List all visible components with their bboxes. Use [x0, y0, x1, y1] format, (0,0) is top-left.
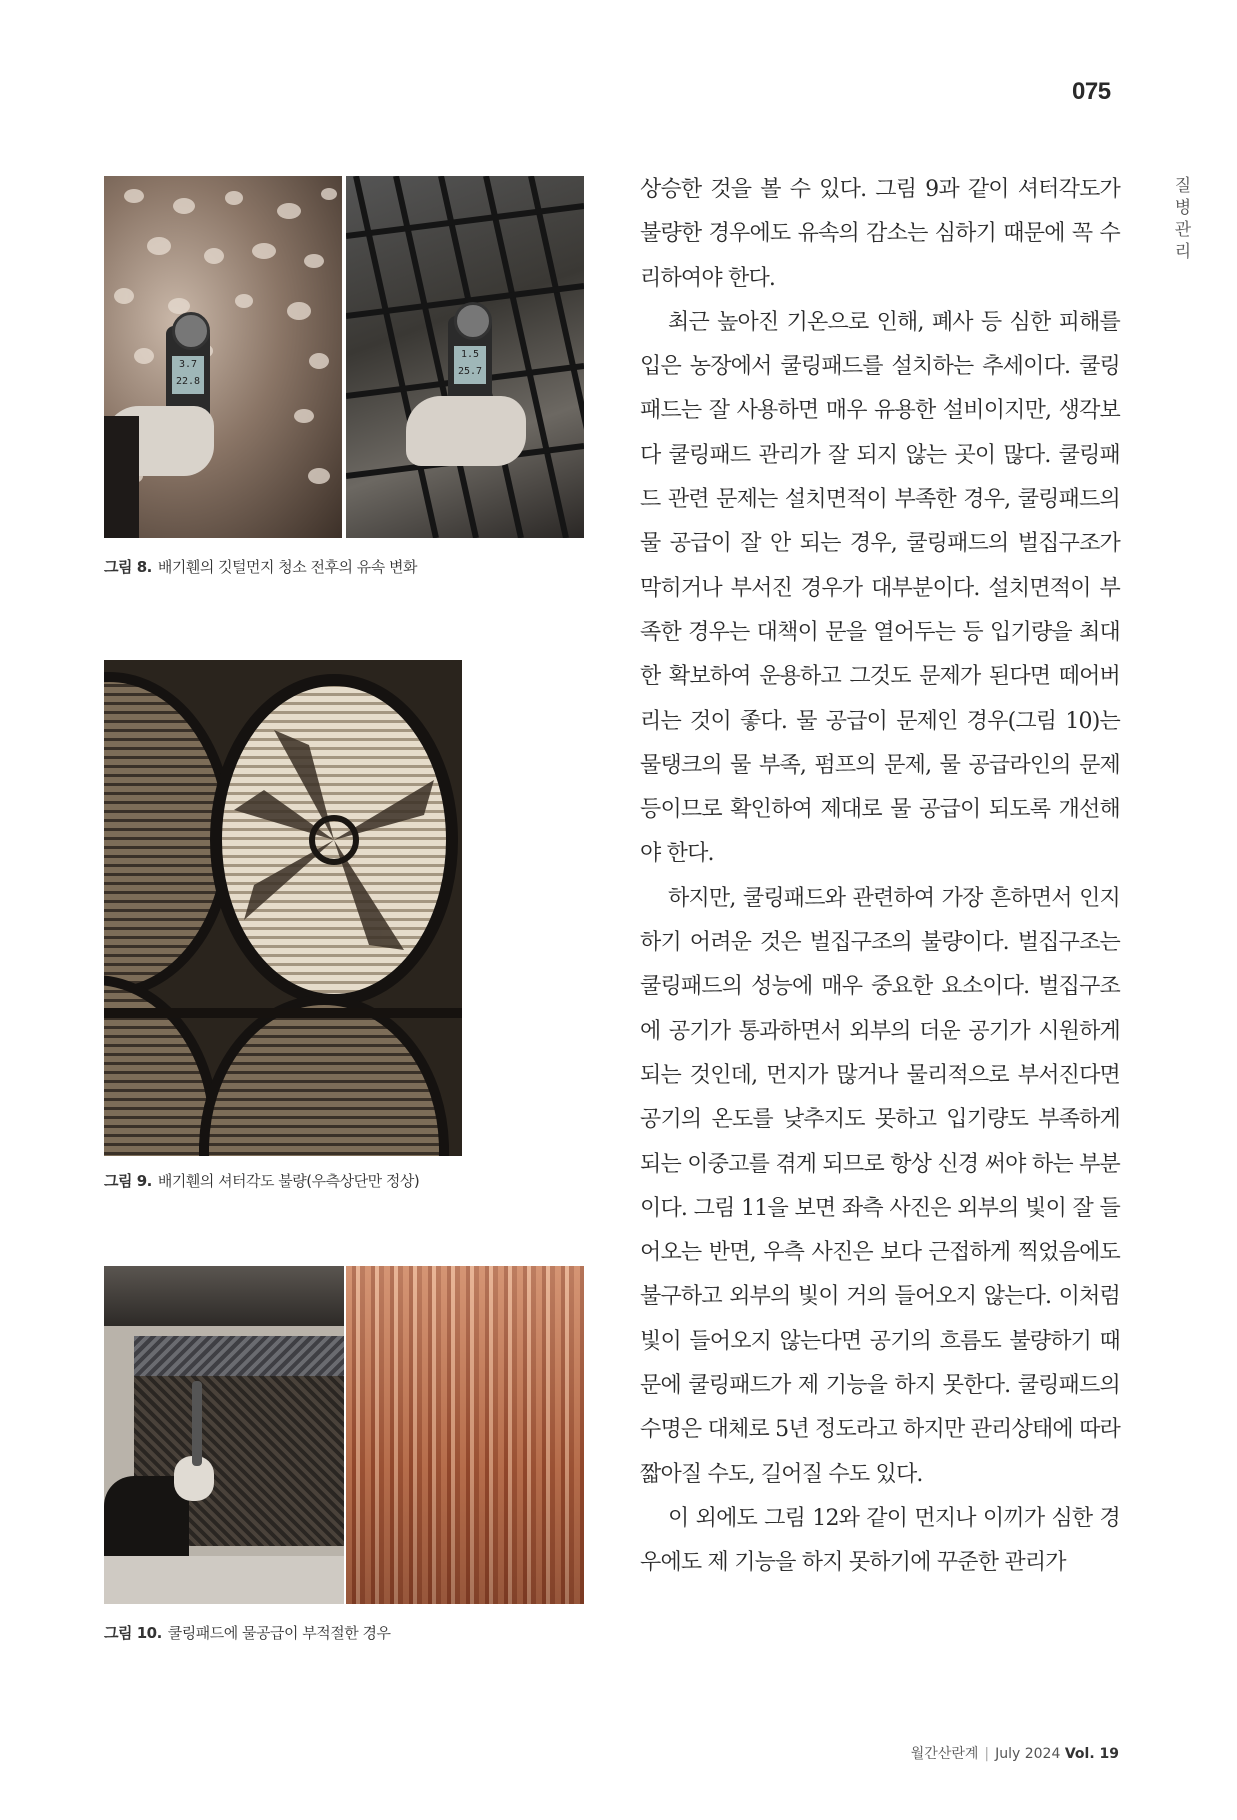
volume-number: Vol. 19 — [1064, 1746, 1119, 1762]
figure-10 — [104, 1266, 584, 1604]
figure-9-caption — [104, 1170, 419, 1191]
figure-label: 그림 8. — [104, 558, 152, 576]
anemometer-reading-2: 25.7 — [457, 366, 483, 377]
paragraph: 이 외에도 그림 12와 같이 먼지나 이끼가 심한 경우에도 제 기능을 하지 못하기에 꾸준한 관리가 — [640, 1505, 1120, 1576]
pad-shading — [346, 1266, 584, 1604]
exhaust-fans-photo — [104, 660, 462, 1156]
ceiling — [104, 1266, 344, 1326]
figure-8-caption — [104, 556, 417, 577]
page-footer — [911, 1743, 1119, 1763]
figure-8-photo-right — [346, 176, 584, 538]
issue-date: July 2024 — [995, 1746, 1061, 1762]
anemometer-display — [454, 346, 486, 384]
anemometer-reading-1: 3.7 — [178, 359, 198, 370]
anemometer-display — [172, 356, 204, 394]
page-number: 075 — [1072, 78, 1111, 105]
paragraph: 상승한 것을 볼 수 있다. 그림 9과 같이 셔터각도가 불량한 경우에도 유속의 감소는 심하기 때문에 꼭 수리하여야 한다. — [640, 177, 1120, 291]
section-side-tab: 질병관리 — [1174, 176, 1192, 262]
anemometer-fan-icon — [172, 312, 210, 350]
fan-top-right — [216, 680, 452, 1000]
anemometer-reading-1: 1.5 — [460, 349, 480, 360]
figure-label: 그림 9. — [104, 1172, 152, 1190]
figure-8-photo-left — [104, 176, 342, 538]
magazine-name: 월간산란계 — [910, 1746, 979, 1762]
figure-9 — [104, 660, 462, 1156]
figure-8 — [104, 176, 584, 538]
paragraph: 최근 높아진 기온으로 인해, 폐사 등 심한 피해를 입은 농장에서 쿨링패드를 설치하는 추세이다. 쿨링패드는 잘 사용하면 매우 유용한 설비이지만, 생각보다 쿨링패드 관리가 잘 되지 않는 곳이 많다. 쿨링패드 관련 문제는 설치면적이 부족한 경우, 쿨링패드의 물 공급이 잘 안 되는 경우, 쿨링패드의 벌집구조가 막히거나 부서진 경우가 대부분이다. 설치면적이 부족한 경우는 대책이 문을 열어두는 등 입기량을 최대한 확보하여 운용하고 그것도 문제가 된다면 떼어버리는 것이 좋다. 물 공급이 문제인 경우(그림 10)는 물탱크의 물 부족, 펌프의 문제, 물 공급라인의 문제 등이므로 확인하여 제대로 물 공급이 되도록 개선해야 한다. — [640, 309, 1120, 867]
figure-caption-text: 쿨링패드에 물공급이 부적절한 경우 — [167, 1624, 391, 1642]
figure-10-photo-right — [346, 1266, 584, 1604]
figure-caption-text: 배기휀의 깃털먼지 청소 전후의 유속 변화 — [157, 558, 418, 576]
figure-label: 그림 10. — [104, 1624, 162, 1642]
anemometer-reading-2: 22.8 — [175, 376, 201, 387]
footer-divider: | — [984, 1746, 990, 1762]
anemometer-fan-icon — [454, 302, 492, 340]
paragraph: 하지만, 쿨링패드와 관련하여 가장 흔하면서 인지하기 어려운 것은 벌집구조의 불량이다. 벌집구조는 쿨링패드의 성능에 매우 중요한 요소이다. 벌집구조에 공기가 통과하면서 외부의 더운 공기가 시원하게 되는 것인데, 먼지가 많거나 물리적으로 부서진다면 공기의 온도를 낮추지도 못하고 입기량도 부족하게 되는 이중고를 겪게 되므로 항상 신경 써야 하는 부분이다. 그림 11을 보면 좌측 사진은 외부의 빛이 잘 들어오는 반면, 우측 사진은 보다 근접하게 찍었음에도 불구하고 외부의 빛이 거의 들어오지 않는다. 이처럼 빛이 들어오지 않는다면 공기의 흐름도 불량하기 때문에 쿨링패드가 제 기능을 하지 못한다. 쿨링패드의 수명은 대체로 5년 정도라고 하지만 관리상태에 따라 짧아질 수도, 길어질 수도 있다. — [640, 885, 1120, 1487]
figure-caption-text: 배기휀의 셔터각도 불량(우측상단만 정상) — [157, 1172, 420, 1190]
sleeve — [104, 416, 139, 538]
floor — [104, 1556, 344, 1604]
feather-dust-texture — [104, 176, 342, 538]
gloved-hand — [406, 396, 526, 466]
article-body — [640, 168, 1120, 1586]
cooling-pad-light-strip — [134, 1336, 344, 1376]
anemometer-probe — [192, 1381, 202, 1466]
figure-10-caption — [104, 1622, 390, 1643]
figure-10-photo-left — [104, 1266, 344, 1604]
